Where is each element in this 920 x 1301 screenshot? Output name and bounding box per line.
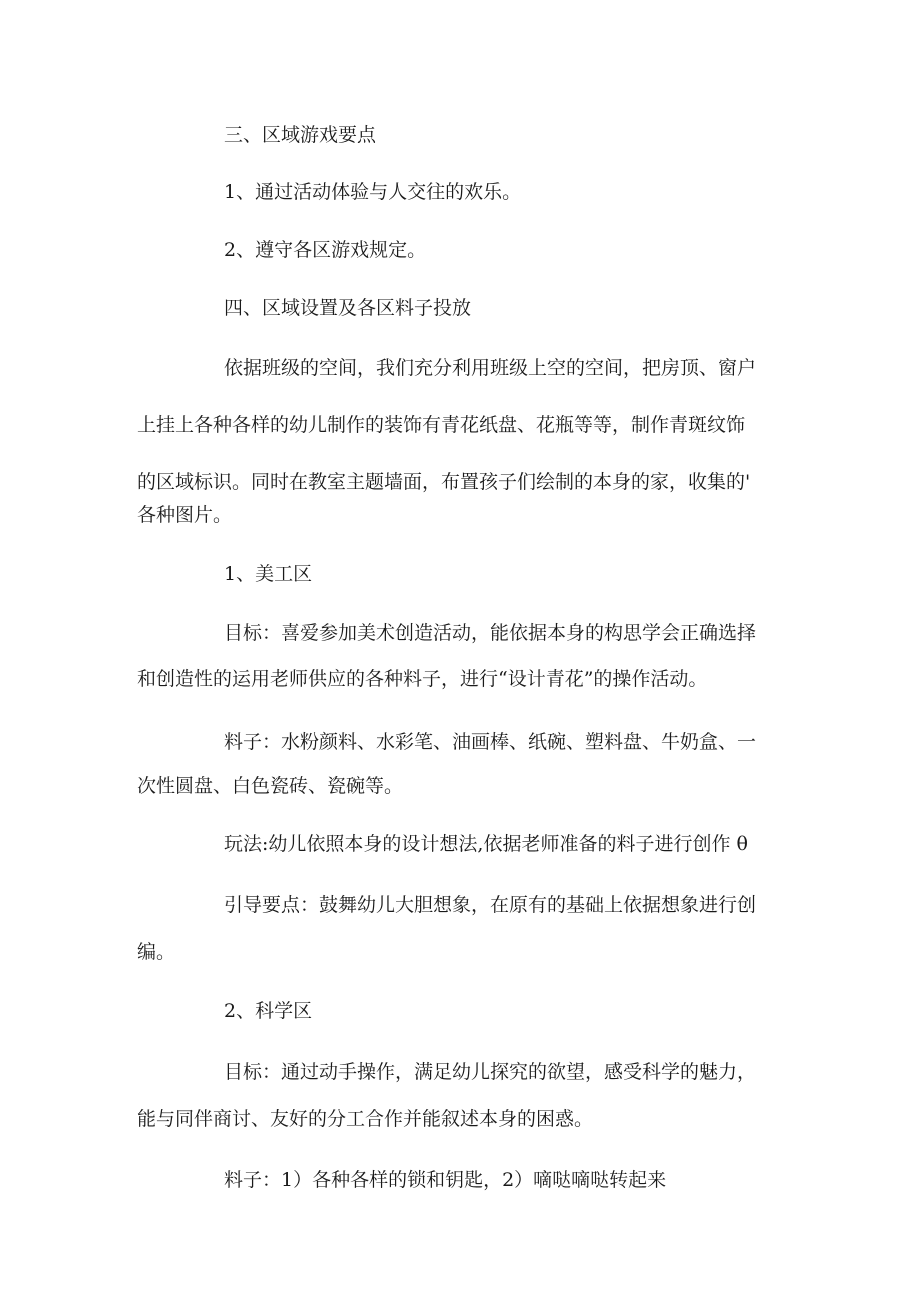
science-area-materials: 料子：1）各种各样的锁和钥匙，2）嘀哒嘀哒转起来	[224, 1169, 667, 1191]
intro-line: 各种图片。	[137, 504, 233, 526]
art-goal-line: 目标：喜爱参加美术创造活动，能依据本身的构思学会正确选择	[224, 622, 757, 644]
point-two: 2、遵守各区游戏规定。	[224, 239, 427, 261]
science-area-title: 2、科学区	[224, 1000, 313, 1022]
art-goal-line: 和创造性的运用老师供应的各种料子，进行“设计青花”的操作活动。	[137, 668, 708, 690]
art-area-play: 玩法:幼儿依照本身的设计想法,依据老师准备的料子进行创作 θ	[224, 833, 748, 855]
science-goal-line: 能与同伴商讨、友好的分工合作并能叙述本身的困惑。	[137, 1108, 594, 1130]
intro-line: 上挂上各种各样的幼儿制作的装饰有青花纸盘、花瓶等等，制作青斑纹饰	[137, 414, 746, 436]
intro-line: 依据班级的空间，我们充分利用班级上空的空间，把房顶、窗户	[224, 357, 757, 379]
intro-line: 的区域标识。同时在教室主题墙面，布置孩子们绘制的本身的家，收集的'	[137, 471, 751, 493]
art-materials-line: 料子：水粉颜料、水彩笔、油画棒、纸碗、塑料盘、牛奶盒、一	[224, 731, 757, 753]
section-heading-four: 四、区域设置及各区料子投放	[224, 297, 472, 319]
section-heading-three: 三、区域游戏要点	[224, 124, 377, 146]
art-guide-line: 引导要点：鼓舞幼儿大胆想象，在原有的基础上依据想象进行创	[224, 894, 757, 916]
art-materials-line: 次性圆盘、白色瓷砖、瓷碗等。	[137, 775, 404, 797]
point-one: 1、通过活动体验与人交往的欢乐。	[224, 181, 522, 203]
science-goal-line: 目标：通过动手操作，满足幼儿探究的欲望，感受科学的魅力，	[224, 1061, 757, 1083]
art-guide-line: 编。	[137, 941, 176, 963]
art-area-title: 1、美工区	[224, 563, 313, 585]
